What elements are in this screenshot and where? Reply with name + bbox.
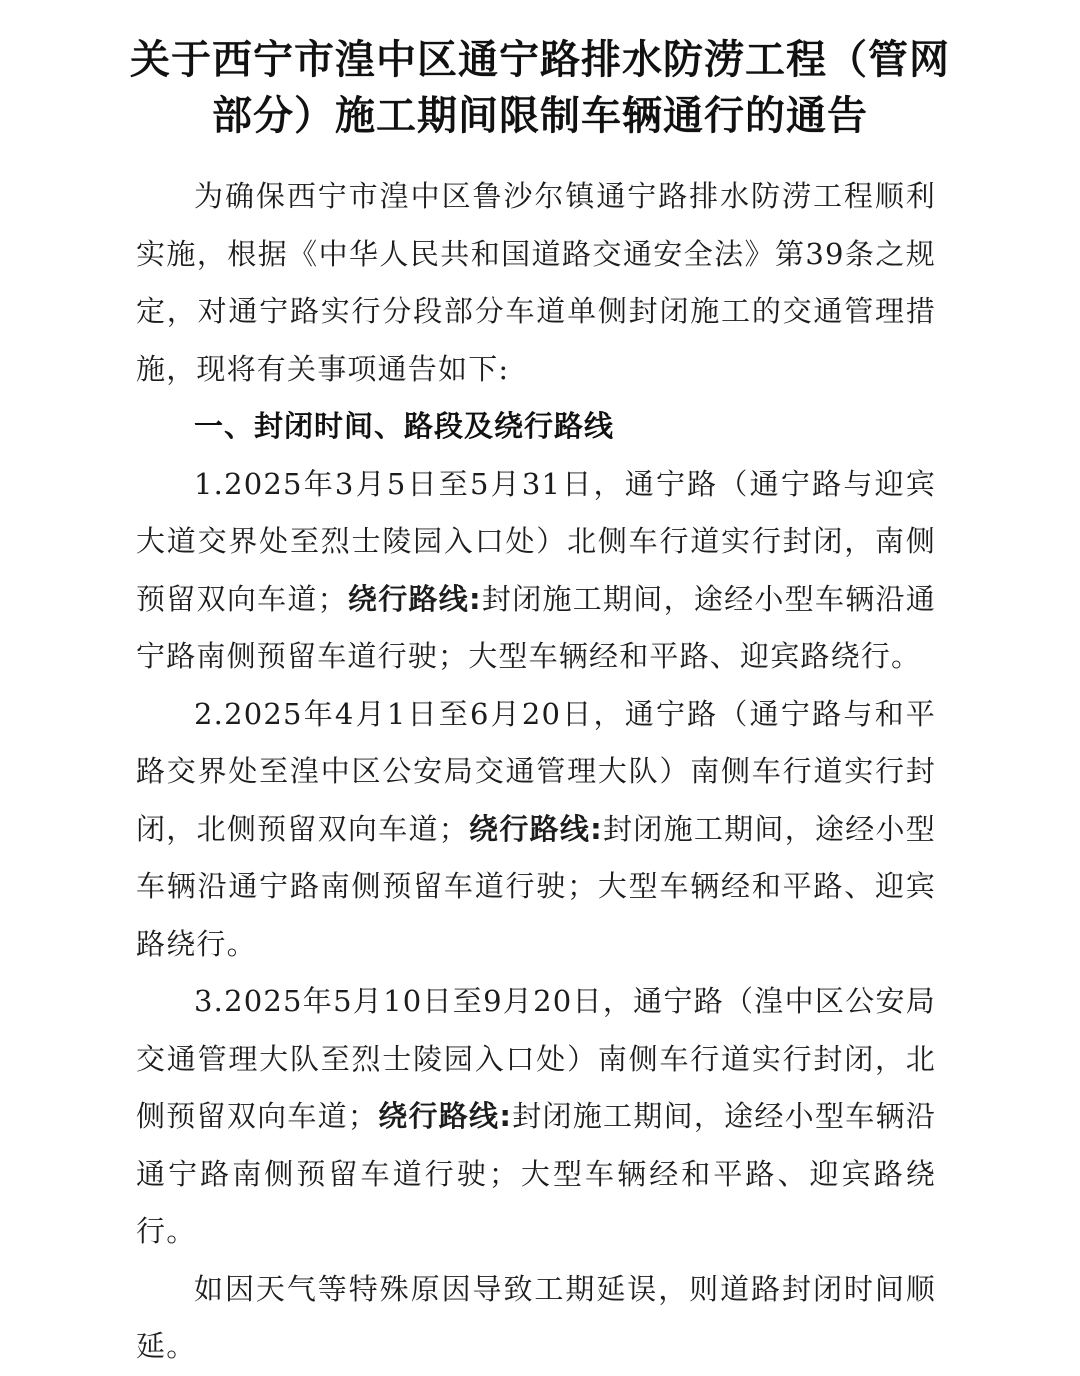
closure-item-3-detour-label: 绕行路线: bbox=[378, 1099, 513, 1133]
closure-item-3-text: 3.2025年5月10日至9月20日，通宁路（湟中区公安局交通管理大队至烈士陵园入口处）南侧车行道实行封闭，北侧预留双向车道； bbox=[136, 984, 936, 1133]
closure-item-2-detour-label: 绕行路线: bbox=[468, 811, 603, 846]
closure-item-1-detour-label: 绕行路线: bbox=[347, 581, 482, 616]
closing-paragraph: 如因天气等特殊原因导致工期延误，则道路封闭时间顺延。 bbox=[136, 1271, 936, 1363]
closure-item-1-text: 1.2025年3月5日至5月31日，通宁路（通宁路与迎宾大道交界处至烈士陵园入口处）北侧车行道实行封闭，南侧预留双向车道； bbox=[136, 466, 936, 616]
document-title-line-1: 关于西宁市湟中区通宁路排水防涝工程（管网 bbox=[130, 37, 950, 83]
intro-paragraph: 为确保西宁市湟中区鲁沙尔镇通宁路排水防涝工程顺利实施，根据《中华人民共和国道路交通安全法》第39条之规定，对通宁路实行分段部分车道单侧封闭施工的交通管理措施，现将有关事项通告如下: bbox=[136, 179, 936, 386]
section-1-heading: 一、封闭时间、路段及绕行路线 bbox=[194, 409, 615, 443]
document-title-line-2: 部分）施工期间限制车辆通行的通告 bbox=[212, 93, 868, 139]
closure-item-1-detour: 封闭施工期间，途经小型车辆沿通宁路南侧预留车道行驶；大型车辆经和平路、迎宾路绕行。 bbox=[136, 581, 936, 673]
closure-item-3-detour: 封闭施工期间，途经小型车辆沿通宁路南侧预留车道行驶；大型车辆经和平路、迎宾路绕行。 bbox=[136, 1099, 936, 1248]
closure-item-1 bbox=[136, 456, 936, 686]
closure-item-2-text: 2.2025年4月1日至6月20日，通宁路（通宁路与和平路交界处至湟中区公安局交通管理大队）南侧车行道实行封闭，北侧预留双向车道； bbox=[136, 696, 936, 846]
closure-item-3 bbox=[136, 973, 936, 1261]
closure-item-2-detour: 封闭施工期间，途经小型车辆沿通宁路南侧预留车道行驶；大型车辆经和平路、迎宾路绕行。 bbox=[136, 811, 936, 961]
document-body bbox=[136, 168, 936, 1376]
closure-item-2 bbox=[136, 686, 936, 974]
